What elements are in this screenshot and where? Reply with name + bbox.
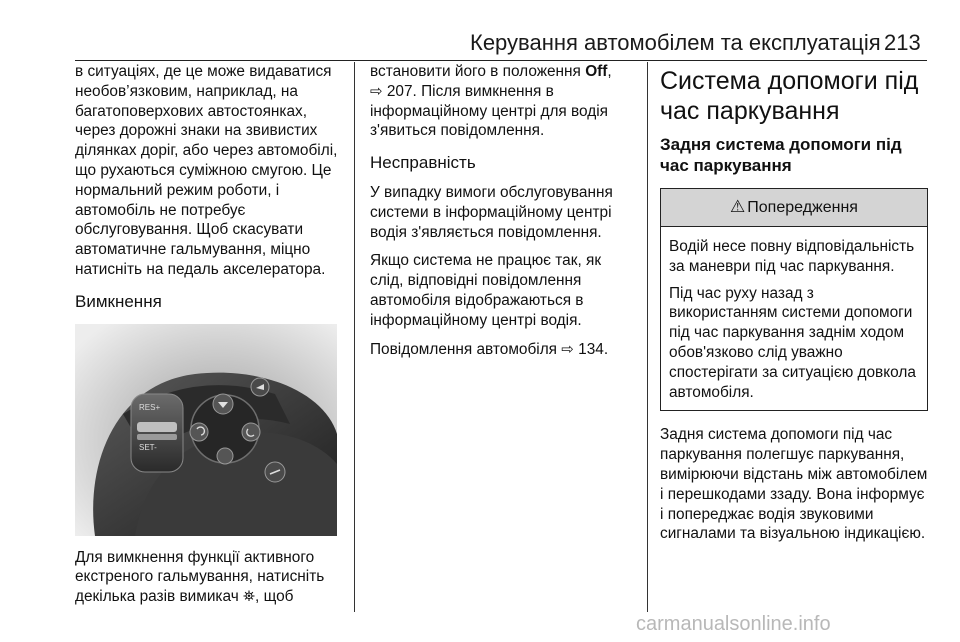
page-ref-icon: ⇨ xyxy=(561,340,574,358)
warning-body xyxy=(661,227,927,410)
section-heading-parking: Система допомоги під час паркування xyxy=(660,67,919,125)
column-2 xyxy=(370,62,638,368)
page-ref-icon: ⇨ xyxy=(370,82,383,100)
header-divider xyxy=(75,60,927,61)
chapter-title: Керування автомобілем та експлуатація xyxy=(470,30,881,55)
warning-header xyxy=(661,189,927,227)
column-1 xyxy=(75,62,345,616)
warning-box xyxy=(660,188,928,411)
watermark: carmanualsonline.info xyxy=(636,613,831,635)
caption-tail: , щоб xyxy=(255,588,294,606)
off-setting: Off xyxy=(585,63,608,80)
warning-title: Попередження xyxy=(747,199,858,216)
paragraph: Якщо система не працює так, як слід, відповідні повідомлення автомобіля відображаються в інформаційному центрі водія. xyxy=(370,252,602,329)
paragraph: Повідомлення автомобіля ⇨ 134. xyxy=(370,340,609,358)
paragraph: У випадку вимоги обслуговування системи в інформаційному центрі водія з'являється повідомлення. xyxy=(370,183,613,241)
paragraph: в ситуаціях, де це може видаватися необов’язковим, наприклад, на багатоповерхових автостоянках, через дорожні знаки на звивистих ділянках доріг, або через автомобілі, що рухаються суміжною смугою. Це нормальний режим роботи, і автомобіль не потребує обслуговування. Щоб скасувати автоматичне гальмування, міцно натисніть на педаль акселератора. xyxy=(75,63,338,278)
section-heading-off: Вимкнення xyxy=(75,291,162,311)
paragraph: встановити його в положення Off, ⇨ 207. Після вимкнення в інформаційному центрі для водія з'явиться повідомлення. xyxy=(370,63,612,140)
paragraph: Задня система допомоги під час паркування полегшує паркування, вимірюючи відстань між автомобілем і перешкодами ззаду. Вона інформує і попереджає водія звуковими сигналами та візуальною індикацією. xyxy=(660,426,928,543)
subsection-heading-rear: Задня система допомоги під час паркування xyxy=(660,135,902,175)
warning-paragraph: Водій несе повну відповідальність за маневри під час паркування. xyxy=(669,238,915,275)
steering-wheel-photo xyxy=(75,324,337,536)
res-label: RES+ xyxy=(139,402,161,412)
steering-wheel-illustration xyxy=(75,324,337,536)
set-label: SET- xyxy=(139,442,157,452)
lane-assist-switch-icon: ⛯ xyxy=(243,588,256,606)
warning-paragraph: Під час руху назад з використанням системи допомоги під час паркування заднім ходом обов'язково слід уважно спостерігати за ситуацією довкола автомобіля. xyxy=(669,284,916,401)
column-divider-2 xyxy=(647,62,648,612)
column-3 xyxy=(660,62,928,553)
warning-triangle-icon: ⚠ xyxy=(730,197,746,216)
section-heading-fault: Несправність xyxy=(370,153,476,173)
column-divider-1 xyxy=(354,62,355,612)
page-number: 213 xyxy=(884,30,921,55)
caption-text: Для вимкнення функції активного екстреного гальмування, натисніть декілька разів вимикач xyxy=(75,548,325,606)
photo-caption xyxy=(75,548,345,607)
